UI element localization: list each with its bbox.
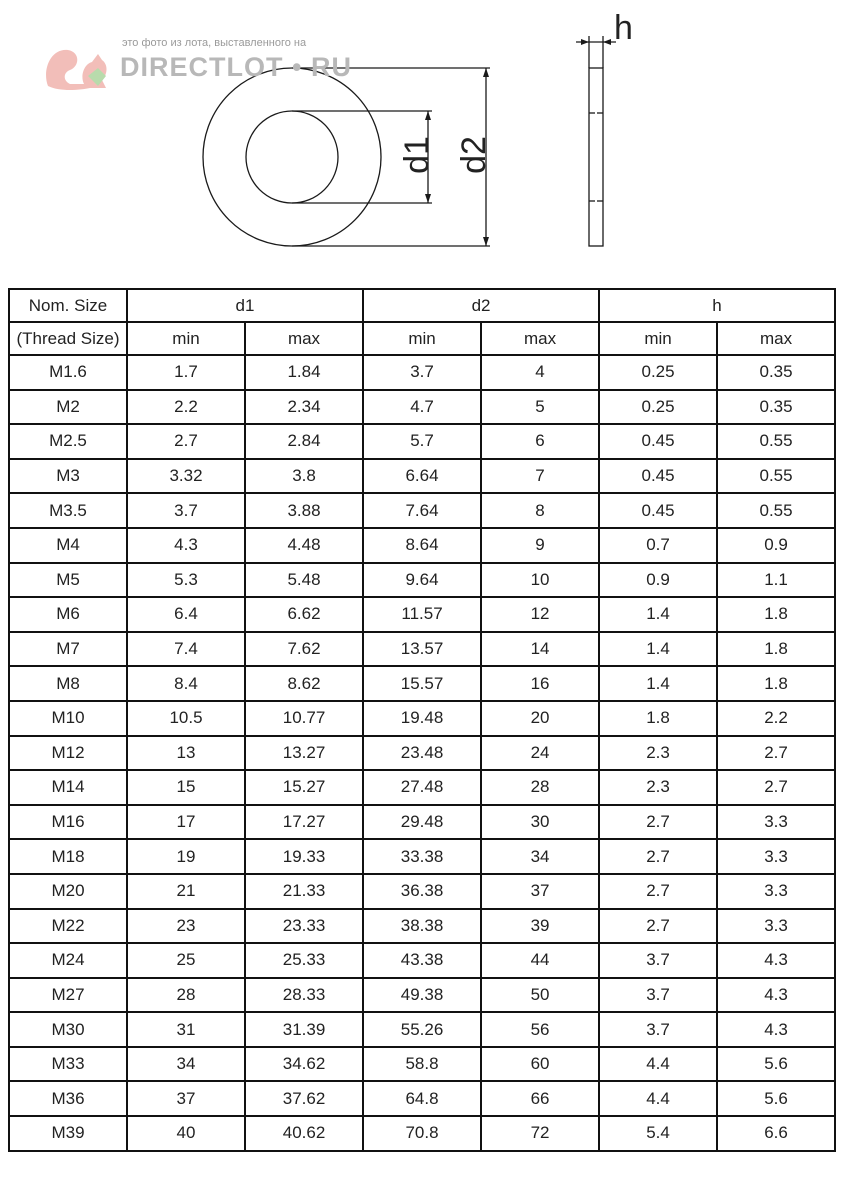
cell-h-min: 4.4 xyxy=(599,1047,717,1082)
cell-nom-size: M18 xyxy=(9,839,127,874)
cell-d1-min: 31 xyxy=(127,1012,245,1047)
cell-d2-max: 28 xyxy=(481,770,599,805)
table-row xyxy=(9,874,835,909)
header-h-min: min xyxy=(599,322,717,355)
cell-d2-max: 39 xyxy=(481,909,599,944)
cell-nom-size: M30 xyxy=(9,1012,127,1047)
cell-d1-max: 3.88 xyxy=(245,493,363,528)
cell-d1-max: 8.62 xyxy=(245,666,363,701)
cell-d2-max: 6 xyxy=(481,424,599,459)
cell-d2-min: 7.64 xyxy=(363,493,481,528)
cell-d2-max: 37 xyxy=(481,874,599,909)
cell-d2-min: 33.38 xyxy=(363,839,481,874)
cell-h-min: 2.3 xyxy=(599,736,717,771)
cell-h-min: 1.8 xyxy=(599,701,717,736)
cell-nom-size: M22 xyxy=(9,909,127,944)
cell-d2-min: 64.8 xyxy=(363,1081,481,1116)
cell-d1-max: 13.27 xyxy=(245,736,363,771)
cell-d2-min: 49.38 xyxy=(363,978,481,1013)
cell-nom-size: M16 xyxy=(9,805,127,840)
cell-h-min: 1.4 xyxy=(599,597,717,632)
cell-h-max: 2.7 xyxy=(717,770,835,805)
cell-d2-min: 8.64 xyxy=(363,528,481,563)
cell-d1-max: 15.27 xyxy=(245,770,363,805)
cell-h-min: 3.7 xyxy=(599,978,717,1013)
cell-nom-size: M8 xyxy=(9,666,127,701)
cell-d1-max: 2.34 xyxy=(245,390,363,425)
table-row xyxy=(9,632,835,667)
table-row xyxy=(9,909,835,944)
cell-nom-size: M3 xyxy=(9,459,127,494)
cell-d1-min: 23 xyxy=(127,909,245,944)
table-row xyxy=(9,390,835,425)
cell-d2-max: 4 xyxy=(481,355,599,390)
header-d1: d1 xyxy=(127,289,363,322)
cell-d1-min: 3.7 xyxy=(127,493,245,528)
cell-nom-size: M39 xyxy=(9,1116,127,1151)
table-row xyxy=(9,1012,835,1047)
table-row xyxy=(9,1116,835,1151)
cell-h-max: 0.9 xyxy=(717,528,835,563)
table-row xyxy=(9,701,835,736)
cell-d1-max: 34.62 xyxy=(245,1047,363,1082)
cell-d1-max: 23.33 xyxy=(245,909,363,944)
cell-d1-max: 21.33 xyxy=(245,874,363,909)
header-h: h xyxy=(599,289,835,322)
cell-d1-min: 13 xyxy=(127,736,245,771)
cell-d2-min: 70.8 xyxy=(363,1116,481,1151)
cell-h-max: 5.6 xyxy=(717,1047,835,1082)
washer-outer-circle xyxy=(203,68,381,246)
cell-d2-min: 29.48 xyxy=(363,805,481,840)
cell-d2-min: 5.7 xyxy=(363,424,481,459)
cell-d2-min: 11.57 xyxy=(363,597,481,632)
cell-nom-size: M2 xyxy=(9,390,127,425)
cell-d1-min: 2.2 xyxy=(127,390,245,425)
cell-d2-min: 23.48 xyxy=(363,736,481,771)
squirrel-logo-icon xyxy=(40,36,120,96)
cell-d2-min: 58.8 xyxy=(363,1047,481,1082)
washer-side-view xyxy=(589,68,603,246)
table-row xyxy=(9,528,835,563)
cell-h-max: 0.55 xyxy=(717,493,835,528)
table-row xyxy=(9,736,835,771)
cell-d1-min: 40 xyxy=(127,1116,245,1151)
cell-h-max: 1.8 xyxy=(717,666,835,701)
header-d2-min: min xyxy=(363,322,481,355)
d1-dimension-label: d1 xyxy=(397,136,436,174)
cell-h-min: 0.45 xyxy=(599,459,717,494)
cell-d1-min: 2.7 xyxy=(127,424,245,459)
cell-nom-size: M3.5 xyxy=(9,493,127,528)
d2-dimension-label: d2 xyxy=(454,136,493,174)
cell-d1-min: 34 xyxy=(127,1047,245,1082)
cell-d1-min: 19 xyxy=(127,839,245,874)
cell-h-min: 2.7 xyxy=(599,839,717,874)
header-d1-max: max xyxy=(245,322,363,355)
cell-d2-min: 9.64 xyxy=(363,563,481,598)
cell-h-min: 0.25 xyxy=(599,390,717,425)
cell-d2-max: 9 xyxy=(481,528,599,563)
table-row xyxy=(9,943,835,978)
cell-d1-max: 2.84 xyxy=(245,424,363,459)
cell-nom-size: M36 xyxy=(9,1081,127,1116)
table-row xyxy=(9,1047,835,1082)
cell-d1-max: 19.33 xyxy=(245,839,363,874)
cell-nom-size: M14 xyxy=(9,770,127,805)
cell-h-max: 1.8 xyxy=(717,597,835,632)
cell-d1-max: 28.33 xyxy=(245,978,363,1013)
cell-d2-max: 10 xyxy=(481,563,599,598)
table-row xyxy=(9,1081,835,1116)
cell-d1-min: 4.3 xyxy=(127,528,245,563)
cell-d2-max: 66 xyxy=(481,1081,599,1116)
cell-h-max: 4.3 xyxy=(717,1012,835,1047)
cell-d2-max: 16 xyxy=(481,666,599,701)
cell-d2-min: 3.7 xyxy=(363,355,481,390)
cell-d2-min: 38.38 xyxy=(363,909,481,944)
cell-nom-size: M2.5 xyxy=(9,424,127,459)
cell-h-max: 0.35 xyxy=(717,355,835,390)
cell-d2-min: 13.57 xyxy=(363,632,481,667)
cell-h-min: 1.4 xyxy=(599,666,717,701)
cell-d2-max: 56 xyxy=(481,1012,599,1047)
cell-d1-max: 4.48 xyxy=(245,528,363,563)
cell-h-max: 0.55 xyxy=(717,459,835,494)
cell-h-max: 1.8 xyxy=(717,632,835,667)
cell-d1-max: 10.77 xyxy=(245,701,363,736)
cell-nom-size: M10 xyxy=(9,701,127,736)
cell-d1-max: 3.8 xyxy=(245,459,363,494)
cell-d2-min: 55.26 xyxy=(363,1012,481,1047)
table-row xyxy=(9,597,835,632)
cell-d1-min: 1.7 xyxy=(127,355,245,390)
header-d2-max: max xyxy=(481,322,599,355)
cell-d1-min: 28 xyxy=(127,978,245,1013)
cell-d2-max: 34 xyxy=(481,839,599,874)
cell-h-min: 2.7 xyxy=(599,874,717,909)
cell-d2-max: 5 xyxy=(481,390,599,425)
cell-d1-max: 17.27 xyxy=(245,805,363,840)
cell-nom-size: M20 xyxy=(9,874,127,909)
cell-h-min: 0.45 xyxy=(599,493,717,528)
cell-d1-min: 7.4 xyxy=(127,632,245,667)
cell-d1-min: 5.3 xyxy=(127,563,245,598)
cell-d1-min: 17 xyxy=(127,805,245,840)
cell-h-min: 2.3 xyxy=(599,770,717,805)
cell-h-max: 0.35 xyxy=(717,390,835,425)
cell-h-min: 1.4 xyxy=(599,632,717,667)
cell-h-max: 0.55 xyxy=(717,424,835,459)
table-row xyxy=(9,666,835,701)
washer-size-table xyxy=(8,288,836,1152)
cell-h-min: 2.7 xyxy=(599,805,717,840)
header-h-max: max xyxy=(717,322,835,355)
cell-d1-max: 1.84 xyxy=(245,355,363,390)
cell-d1-max: 7.62 xyxy=(245,632,363,667)
cell-d1-max: 31.39 xyxy=(245,1012,363,1047)
cell-d1-min: 37 xyxy=(127,1081,245,1116)
cell-d1-max: 25.33 xyxy=(245,943,363,978)
cell-nom-size: M12 xyxy=(9,736,127,771)
cell-nom-size: M27 xyxy=(9,978,127,1013)
cell-nom-size: M33 xyxy=(9,1047,127,1082)
washer-inner-circle xyxy=(246,111,338,203)
cell-nom-size: M1.6 xyxy=(9,355,127,390)
cell-d2-min: 6.64 xyxy=(363,459,481,494)
header-row-minmax xyxy=(9,322,835,355)
cell-d1-max: 6.62 xyxy=(245,597,363,632)
table-row xyxy=(9,459,835,494)
cell-h-max: 2.7 xyxy=(717,736,835,771)
cell-nom-size: M5 xyxy=(9,563,127,598)
header-d2: d2 xyxy=(363,289,599,322)
h-dimension-label: h xyxy=(614,9,633,47)
cell-d2-max: 7 xyxy=(481,459,599,494)
cell-h-min: 3.7 xyxy=(599,1012,717,1047)
cell-d1-min: 10.5 xyxy=(127,701,245,736)
cell-d2-min: 19.48 xyxy=(363,701,481,736)
cell-d2-max: 12 xyxy=(481,597,599,632)
cell-d2-max: 14 xyxy=(481,632,599,667)
cell-d1-min: 21 xyxy=(127,874,245,909)
cell-h-max: 1.1 xyxy=(717,563,835,598)
watermark-caption: это фото из лота, выставленного на xyxy=(122,37,307,49)
cell-h-min: 5.4 xyxy=(599,1116,717,1151)
cell-d1-min: 25 xyxy=(127,943,245,978)
cell-d1-min: 15 xyxy=(127,770,245,805)
cell-h-max: 3.3 xyxy=(717,909,835,944)
cell-d2-min: 15.57 xyxy=(363,666,481,701)
cell-d1-max: 40.62 xyxy=(245,1116,363,1151)
cell-nom-size: M7 xyxy=(9,632,127,667)
cell-h-min: 3.7 xyxy=(599,943,717,978)
cell-d2-max: 60 xyxy=(481,1047,599,1082)
cell-d2-max: 24 xyxy=(481,736,599,771)
table-row xyxy=(9,839,835,874)
cell-h-min: 0.9 xyxy=(599,563,717,598)
table-row xyxy=(9,355,835,390)
header-d1-min: min xyxy=(127,322,245,355)
cell-h-max: 6.6 xyxy=(717,1116,835,1151)
cell-h-min: 0.7 xyxy=(599,528,717,563)
cell-h-max: 3.3 xyxy=(717,839,835,874)
cell-h-min: 2.7 xyxy=(599,909,717,944)
header-thread-size: (Thread Size) xyxy=(9,322,127,355)
header-row-groups xyxy=(9,289,835,322)
header-nom-size: Nom. Size xyxy=(9,289,127,322)
cell-d1-min: 3.32 xyxy=(127,459,245,494)
cell-d1-max: 5.48 xyxy=(245,563,363,598)
cell-d2-max: 30 xyxy=(481,805,599,840)
table-row xyxy=(9,805,835,840)
cell-nom-size: M6 xyxy=(9,597,127,632)
cell-h-max: 4.3 xyxy=(717,978,835,1013)
cell-d2-min: 43.38 xyxy=(363,943,481,978)
cell-d2-min: 27.48 xyxy=(363,770,481,805)
cell-nom-size: M24 xyxy=(9,943,127,978)
cell-h-max: 3.3 xyxy=(717,874,835,909)
table-row xyxy=(9,493,835,528)
cell-h-max: 5.6 xyxy=(717,1081,835,1116)
cell-nom-size: M4 xyxy=(9,528,127,563)
cell-d2-max: 50 xyxy=(481,978,599,1013)
cell-d2-max: 44 xyxy=(481,943,599,978)
cell-h-min: 0.25 xyxy=(599,355,717,390)
cell-h-max: 4.3 xyxy=(717,943,835,978)
cell-d2-min: 4.7 xyxy=(363,390,481,425)
cell-d2-max: 72 xyxy=(481,1116,599,1151)
cell-d1-min: 8.4 xyxy=(127,666,245,701)
table-row xyxy=(9,563,835,598)
cell-d1-max: 37.62 xyxy=(245,1081,363,1116)
cell-d2-max: 8 xyxy=(481,493,599,528)
cell-d2-min: 36.38 xyxy=(363,874,481,909)
watermark-brand: DIRECTLOT • RU xyxy=(120,52,352,82)
table-row xyxy=(9,978,835,1013)
cell-h-max: 3.3 xyxy=(717,805,835,840)
table-row xyxy=(9,424,835,459)
cell-h-min: 4.4 xyxy=(599,1081,717,1116)
table-row xyxy=(9,770,835,805)
cell-d2-max: 20 xyxy=(481,701,599,736)
cell-h-max: 2.2 xyxy=(717,701,835,736)
cell-d1-min: 6.4 xyxy=(127,597,245,632)
cell-h-min: 0.45 xyxy=(599,424,717,459)
